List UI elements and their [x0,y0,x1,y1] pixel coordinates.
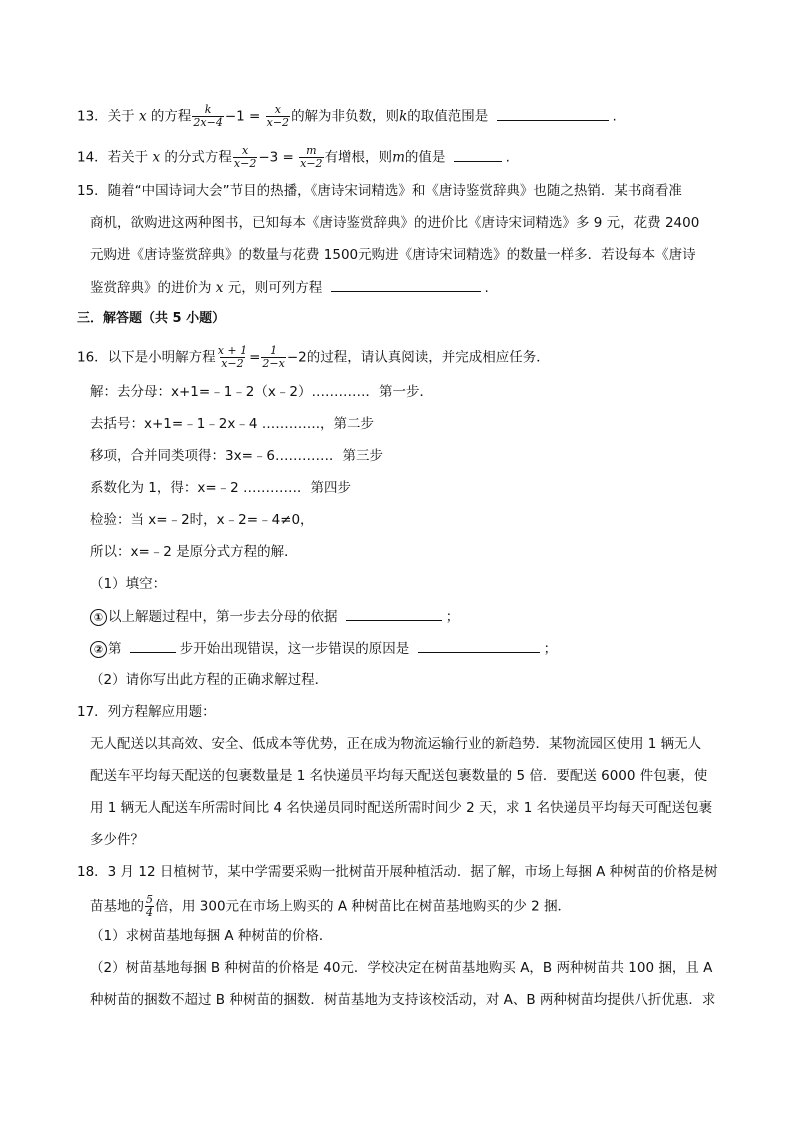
q13-fraction-1 [192,104,223,129]
q18-frac-den: 4 [146,906,153,919]
q16-item2-pre: 第 [108,641,122,657]
q16-item1-blank[interactable] [346,606,442,621]
q13-text-post2: 的取值范围是 [407,108,489,125]
q16-item-2 [90,638,557,659]
q18-line-2 [90,894,571,919]
q15-line4-post: 元，则可列方程 [227,280,323,296]
q13-var-k: k [399,108,408,125]
q16-step-4: 系数化为 1，得：x=﹣2 …………．第四步 [90,480,352,496]
q14-fraction-2 [299,145,323,170]
q15-line-2: 商机，欲购进这两种图书，已知每本《唐诗鉴赏辞典》的进价比《唐诗宋词精选》多 9 元，花费 2400 [90,215,700,231]
q16-item-1 [90,606,459,627]
q17-line-3: 用 1 辆无人配送车所需时间比 4 名快递员同时配送所需时间少 2 天，求 1 名快递员平均每天可配送包裹 [90,800,713,816]
q15-end: . [484,280,489,296]
q18-frac-num: 5 [146,893,153,906]
q15-line-3: 元购进《唐诗鉴赏辞典》的数量与花费 1500元购进《唐诗宋词精选》的数量一样多．若设每本《唐诗 [90,247,696,263]
q13-frac1-den: 2x−4 [193,116,223,129]
q16-text-pre: 以下是小明解方程 [107,349,216,366]
q16-step-1: 解：去分母：x+1=﹣1﹣2（x﹣2）…………．第一步． [90,384,433,400]
q13-minus-one: −1 = [224,108,261,125]
q18-line2-pre: 苗基地的 [90,898,144,915]
q13-answer-blank[interactable] [497,106,609,121]
q16-frac2-num: 1 [270,344,278,357]
q13-frac2-num: x [274,103,281,116]
q16-item2-mark: ② [90,641,107,658]
q14-text-post1: 有增根，则 [324,149,393,166]
q16-item2-end: ； [543,641,558,657]
q13-text-mid: 的方程 [150,108,192,125]
question-14 [77,145,510,170]
q16-step-2: 去括号：x+1=﹣1﹣2x﹣4 ………….，第二步 [90,416,375,432]
q16-item1-text: 以上解题过程中，第一步去分母的依据 [108,609,338,625]
q16-number: 16． [77,349,108,366]
q16-item2-reason-blank[interactable] [418,638,540,653]
q13-number: 13． [77,108,108,125]
q15-var-x: x [215,280,224,296]
q14-end: . [505,149,510,166]
q14-text-mid: 的分式方程 [164,149,232,166]
q16-check: 检验：当 x=﹣2时，x﹣2=﹣4≠0， [90,512,314,528]
q14-var-x: x [152,149,161,166]
q16-frac1-num: x + 1 [217,344,248,357]
q18-line-1: 18．3 月 12 日植树节，某中学需要采购一批树苗开展种植活动．据了解，市场上每捆 A 种树苗的价格是树 [77,864,718,880]
q16-fraction-1 [217,345,248,370]
q16-step-3: 移项，合并同类项得：3x=﹣6…………．第三步 [90,448,383,464]
q13-end: . [612,108,617,125]
q16-sub-1: （1）填空： [90,576,167,592]
q18-sub-2-line-2: 种树苗的捆数不超过 B 种树苗的捆数．树苗基地为支持该校活动，对 A、B 两种树苗均提供八折优惠．求 [90,992,716,1008]
q13-frac2-den: x−2 [266,116,290,129]
q16-item2-mid: 步开始出现错误，这一步错误的原因是 [179,641,410,657]
q16-sub-2: （2）请你写出此方程的正确求解过程． [90,672,329,688]
q13-fraction-2 [266,104,290,129]
q18-fraction [145,894,154,919]
q15-line-4 [90,277,489,298]
q17-title: 17．列方程解应用题： [77,704,216,720]
q17-line-2: 配送车平均每天配送的包裹数量是 1 名快递员平均每天配送包裹数量的 5 倍．要配送 6000 件包裹，使 [90,768,708,784]
q14-fraction-1 [233,145,257,170]
question-13 [77,104,617,129]
q14-text-post2: 的值是 [404,149,446,166]
q18-line2-post: 倍，用 300元在市场上购买的 A 种树苗比在树苗基地购买的少 2 捆． [155,898,572,915]
q15-line-1: 15．随着“中国诗词大会”节目的热播，《唐诗宋词精选》和《唐诗鉴赏辞典》也随之热销．某书商看准 [77,183,682,199]
q13-text-post1: 的解为非负数，则 [291,108,400,125]
q14-answer-blank[interactable] [454,147,502,162]
q14-frac1-den: x−2 [233,157,257,170]
q18-sub-2-line-1: （2）树苗基地每捆 B 种树苗的价格是 40元．学校决定在树苗基地购买 A，B 两种树苗共 100 捆，且 A [90,960,713,976]
q13-text-pre: 关于 [107,108,135,125]
q16-conclusion: 所以：x=﹣2 是原分式方程的解． [90,544,298,560]
question-16 [77,345,550,370]
q14-frac2-den: x−2 [300,157,323,170]
q14-text-pre: 若关于 [107,149,149,166]
q14-var-m: m [392,149,405,166]
q14-op: −3 = [258,149,294,166]
q14-frac1-num: x [242,144,249,157]
q15-line4-pre: 鉴赏辞典》的进价为 [90,280,212,296]
q16-frac2-den: 2−x [262,357,285,370]
q15-answer-blank[interactable] [331,277,481,292]
q16-item2-step-blank[interactable] [130,638,176,653]
q17-line-4: 多少件？ [90,832,144,848]
q13-frac1-num: k [204,103,212,116]
section-3-title: 三．解答题（共 5 小题） [77,311,226,326]
q13-var-x: x [138,108,147,125]
q16-fraction-2 [261,345,285,370]
q16-text-post: −2的过程，请认真阅读，并完成相应任务． [286,349,550,366]
q16-item1-end: ； [445,609,460,625]
q18-sub-1: （1）求树苗基地每捆 A 种树苗的价格． [90,928,333,944]
q16-eq: = [249,349,261,366]
q14-frac2-num: m [306,144,317,157]
q14-number: 14． [77,149,108,166]
q17-line-1: 无人配送以其高效、安全、低成本等优势，正在成为物流运输行业的新趋势．某物流园区使用 1 辆无人 [90,736,702,752]
q16-item1-mark: ① [90,609,107,626]
q16-frac1-den: x−2 [221,357,244,370]
